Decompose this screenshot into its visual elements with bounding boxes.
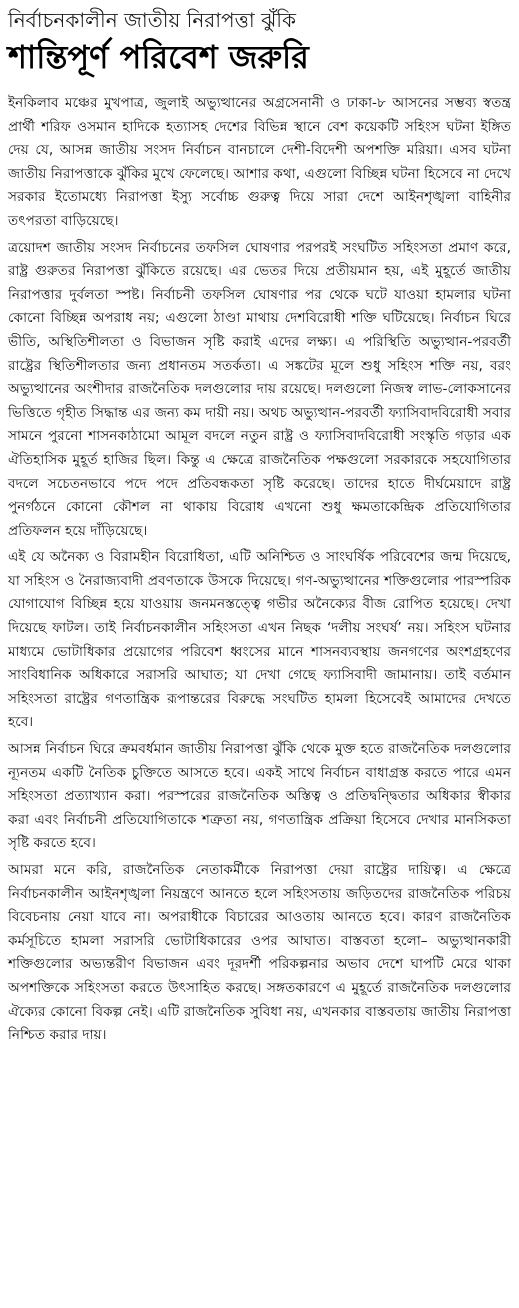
article-body: [8, 92, 511, 1048]
article-paragraph-1: ইনকিলাব মঞ্চের মুখপাত্র, জুলাই অভ্যুত্থানের অগ্রসেনানী ও ঢাকা-৮ আসনের সম্ভব্য স্বতন্ত্র প্রার্থী শরিফ ওসমান হাদিকে হত্যাসহ দেশের বিভিন্ন স্থানে বেশ কয়েকটি সহিংস ঘটনা ইঙ্গিত দেয় যে, আসন্ন জাতীয় সংসদ নির্বাচন বানচালে দেশী-বিদেশী অপশক্তি মরিয়া। এসব ঘটনা জাতীয় নিরাপত্তাকে ঝুঁকির মুখে ফেলেছে। আশার কথা, এগুলো বিচ্ছিন্ন ঘটনা হিসেবে না দেখে সরকার ইতোমধ্যে নিরাপত্তা ইস্যু সর্বোচ্চ গুরুত্ব দিয়ে সারা দেশে আইনশৃঙ্খলা বাহিনীর তৎপরতা বাড়িয়েছে।: [8, 95, 511, 229]
article-paragraph-5: আমরা মনে করি, রাজনৈতিক নেতাকর্মীকে নিরাপত্তা দেয়া রাষ্ট্রের দায়িত্ব। এ ক্ষেত্রে নির্বাচনকালীন আইনশৃঙ্খলা নিয়ন্ত্রণে আনতে হলে সহিংসতায় জড়িতদের রাজনৈতিক পরিচয় বিবেচনায় নেয়া যাবে না। অপরাধীকে বিচারের আওতায় আনতে হবে। কারণ রাজনৈতিক কর্মসূচিতে হামলা সরাসরি ভোটাধিকারের ওপর আঘাত। বাস্তবতা হলো– অভ্যুত্থানকারী শক্তিগুলোর অভ্যন্তরীণ বিভাজন এবং দূরদর্শী পরিকল্পনার অভাব দেশে ঘাপটি মেরে থাকা অপশক্তিকে সহিংসতা করতে উৎসাহিত করছে। সঙ্গতকারণে এ মুহূর্তে রাজনৈতিক দলগুলোর ঐক্যের কোনো বিকল্প নেই। এটি রাজনৈতিক সুবিধা নয়, এখনকার বাস্তবতায় জাতীয় নিরাপত্তা নিশ্চিত করার দায়।: [8, 862, 511, 1044]
article-paragraph-4: আসন্ন নির্বাচন ঘিরে ক্রমবর্ধমান জাতীয় নিরাপত্তা ঝুঁকি থেকে মুক্ত হতে রাজনৈতিক দলগুলোর ন্যূনতম একটি নৈতিক চুক্তিতে আসতে হবে। একই সাথে নির্বাচন বাধাগ্রস্ত করতে পারে এমন সহিংসতা প্রত্যাখ্যান করা। পরস্পরের রাজনৈতিক অস্তিত্ব ও প্রতিদ্বন্দ্বিতার অধিকার স্বীকার করা এবং নির্বাচনী প্রতিযোগিতাকে শত্রুতা নয়, গণতান্ত্রিক প্রক্রিয়া হিসেবে দেখার মানসিকতা সৃষ্টি করতে হবে।: [8, 741, 511, 852]
article-paragraph-3: এই যে অনৈক্য ও বিরামহীন বিরোধিতা, এটি অনিশ্চিত ও সাংঘর্ষিক পরিবেশের জন্ম দিয়েছে, যা সহিংস ও নৈরাজ্যবাদী প্রবণতাকে উসকে দিয়েছে। গণ-অভ্যুত্থানের শক্তিগুলোর পারস্পরিক যোগাযোগ বিচ্ছিন্ন হয়ে যাওয়ায় জনমনস্তত্ত্বে গভীর অনৈক্যের বীজ রোপিত হয়েছে। দেখা দিয়েছে ফাটল। তাই নির্বাচনকালীন সহিংসতা এখন নিছক ‘দলীয় সংঘর্ষ’ নয়। সহিংস ঘটনার মাধ্যমে ভোটাধিকার প্রয়োগের পরিবেশ ধ্বংসের মানে শাসনব্যবস্থায় জনগণের অংশগ্রহণের সাংবিধানিক অধিকারে সরাসরি আঘাত; যা দেখা গেছে ফ্যাসিবাদী জামানায়। তাই বর্তমান সহিংসতা রাষ্ট্রের গণতান্ত্রিক রূপান্তরের বিরুদ্ধে সংঘটিত হামলা হিসেবেই আমাদের দেখতে হবে।: [8, 549, 511, 731]
article-headline: শান্তিপূর্ণ পরিবেশ জরুরি: [8, 38, 309, 76]
article-paragraph-2: ত্রয়োদশ জাতীয় সংসদ নির্বাচনের তফসিল ঘোষণার পরপরই সংঘটিত সহিংসতা প্রমাণ করে, রাষ্ট্র গুরুতর নিরাপত্তা ঝুঁকিতে রয়েছে। এর ভেতর দিয়ে প্রতীয়মান হয়, এই মুহূর্তে জাতীয় নিরাপত্তার দুর্বলতা স্পষ্ট। নির্বাচনী তফসিল ঘোষণার পর থেকে ঘটে যাওয়া হামলার ঘটনা কোনো বিচ্ছিন্ন অপরাধ নয়; এগুলো ঠাণ্ডা মাথায় দেশবিরোধী শক্তি ঘটিয়েছে। নির্বাচন ঘিরে ভীতি, অস্থিতিশীলতা ও বিভাজন সৃষ্টি করাই এদের লক্ষ্য। এ পরিস্থিতি অভ্যুত্থান-পরবর্তী রাষ্ট্রের স্থিতিশীলতার জন্য প্রধানতম সতর্কতা। এ সঙ্কটের মূলে শুধু সহিংস শক্তি নয়, বরং অভ্যুত্থানের অংশীদার রাজনৈতিক দলগুলোর দায় রয়েছে। দলগুলো নিজস্ব লাভ-লোকসানের ভিত্তিতে গৃহীত সিদ্ধান্ত এর জন্য কম দায়ী নয়। অথচ অভ্যুত্থান-পরবর্তী ফ্যাসিবাদবিরোধী সবার সামনে পুরনো শাসনকাঠামো আমূল বদলে নতুন রাষ্ট্র ও ফ্যাসিবাদবিরোধী সংস্কৃতি গড়ার এক ঐতিহাসিক মুহূর্ত হাজির ছিল। কিন্তু এ ক্ষেত্রে রাজনৈতিক পক্ষগুলো সরকারকে সহযোগিতার বদলে সচেতনভাবে পদে পদে প্রতিবন্ধকতা সৃষ্টি করেছে। তাদের হাতে দীর্ঘমেয়াদে রাষ্ট্র পুনর্গঠনে কোনো কৌশল না থাকায় বিরোধ এখনো শুধু ক্ষমতাকেন্দ্রিক প্রতিযোগিতার প্রতিফলন হয়ে দাঁড়িয়েছে।: [8, 239, 511, 539]
article-kicker: নির্বাচনকালীন জাতীয় নিরাপত্তা ঝুঁকি: [8, 8, 296, 32]
